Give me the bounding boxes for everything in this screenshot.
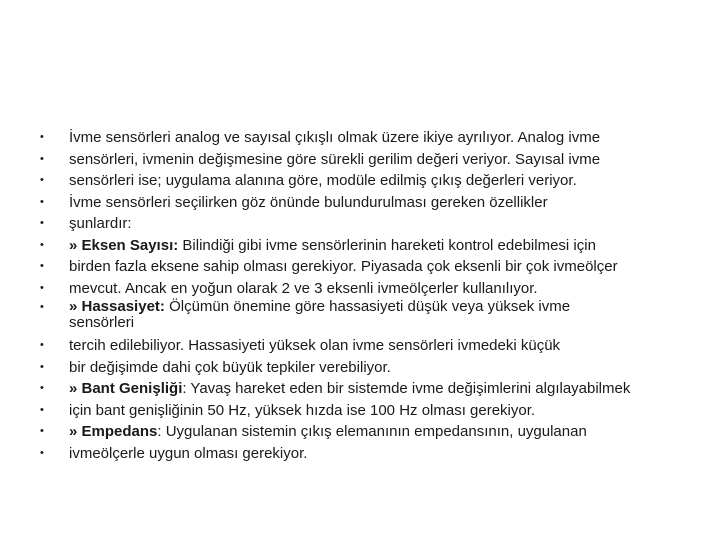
bullet-item: [40, 443, 710, 465]
bullet-list: [40, 127, 710, 464]
bullet-text: için bant genişliğinin 50 Hz, yüksek hızda ise 100 Hz olması gerekiyor.: [69, 401, 536, 419]
bullet-dot: •: [40, 131, 44, 143]
bullet-item: [40, 378, 710, 400]
bullet-item: [40, 192, 710, 214]
bullet-lead: » Bant Genişliği: [69, 380, 183, 397]
bullet-lead: » Empedans: [69, 423, 158, 440]
bullet-text: İvme sensörleri seçilirken göz önünde bulundurulması gereken özellikler: [69, 193, 548, 211]
bullet-dot: •: [40, 339, 44, 351]
bullet-dot: •: [40, 152, 44, 165]
bullet-dot: •: [40, 301, 44, 313]
bullet-text: ivmeölçerle uygun olması gerekiyor.: [69, 444, 308, 462]
bullet-text: sensörleri ise; uygulama alanına göre, modüle edilmiş çıkış değerleri veriyor.: [69, 172, 577, 189]
bullet-text-continuation: sensörleri: [69, 314, 135, 331]
bullet-item: [40, 357, 710, 379]
bullet-dot: •: [40, 260, 44, 272]
bullet-item: [40, 127, 710, 149]
bullet-text: mevcut. Ancak en yoğun olarak 2 ve 3 eksenli ivmeölçerler kullanılıyor.: [69, 279, 538, 297]
bullet-item: [40, 235, 710, 257]
bullet-dot: •: [40, 238, 44, 251]
bullet-dot: •: [40, 195, 44, 208]
bullet-dot: •: [40, 446, 44, 459]
bullet-item: [40, 335, 710, 357]
bullet-item: [40, 400, 710, 422]
bullet-item: [40, 256, 710, 278]
bullet-text: Ölçümün önemine göre hassasiyeti düşük veya yüksek ivme: [164, 298, 571, 315]
bullet-dot: •: [40, 382, 44, 394]
bullet-dot: •: [40, 174, 44, 186]
bullet-line: [69, 299, 710, 315]
bullet-item: [40, 421, 710, 443]
bullet-item: [40, 278, 710, 300]
bullet-lead: » Eksen Sayısı:: [69, 236, 179, 254]
bullet-dot: •: [40, 217, 44, 229]
bullet-item: [40, 299, 710, 331]
bullet-item: [40, 170, 710, 192]
bullet-text: birden fazla eksene sahip olması gerekiyor. Piyasada çok eksenli bir çok ivmeölçer: [69, 258, 618, 275]
bullet-text: sensörleri, ivmenin değişmesine göre sürekli gerilim değeri veriyor. Sayısal ivme: [69, 150, 601, 168]
bullet-text: : Yavaş hareket eden bir sistemde ivme değişimlerini algılayabilmek: [182, 380, 631, 397]
bullet-dot: •: [40, 403, 44, 416]
bullet-item: [40, 213, 710, 235]
bullet-dot: •: [40, 360, 44, 373]
bullet-dot: •: [40, 281, 44, 294]
bullet-text: tercih edilebiliyor. Hassasiyeti yüksek olan ivme sensörleri ivmedeki küçük: [69, 337, 561, 354]
bullet-text: bir değişimde dahi çok büyük tepkiler verebiliyor.: [69, 358, 391, 376]
bullet-lead: » Hassasiyet:: [69, 298, 165, 315]
bullet-text: İvme sensörleri analog ve sayısal çıkışlı olmak üzere ikiye ayrılıyor. Analog ivme: [69, 129, 601, 146]
bullet-text: Bilindiği gibi ivme sensörlerinin hareketi kontrol edebilmesi için: [178, 236, 596, 254]
bullet-item: [40, 149, 710, 171]
bullet-text: : Uygulanan sistemin çıkış elemanının empedansının, uygulanan: [157, 423, 587, 440]
bullet-text: şunlardır:: [69, 215, 132, 232]
bullet-dot: •: [40, 425, 44, 437]
